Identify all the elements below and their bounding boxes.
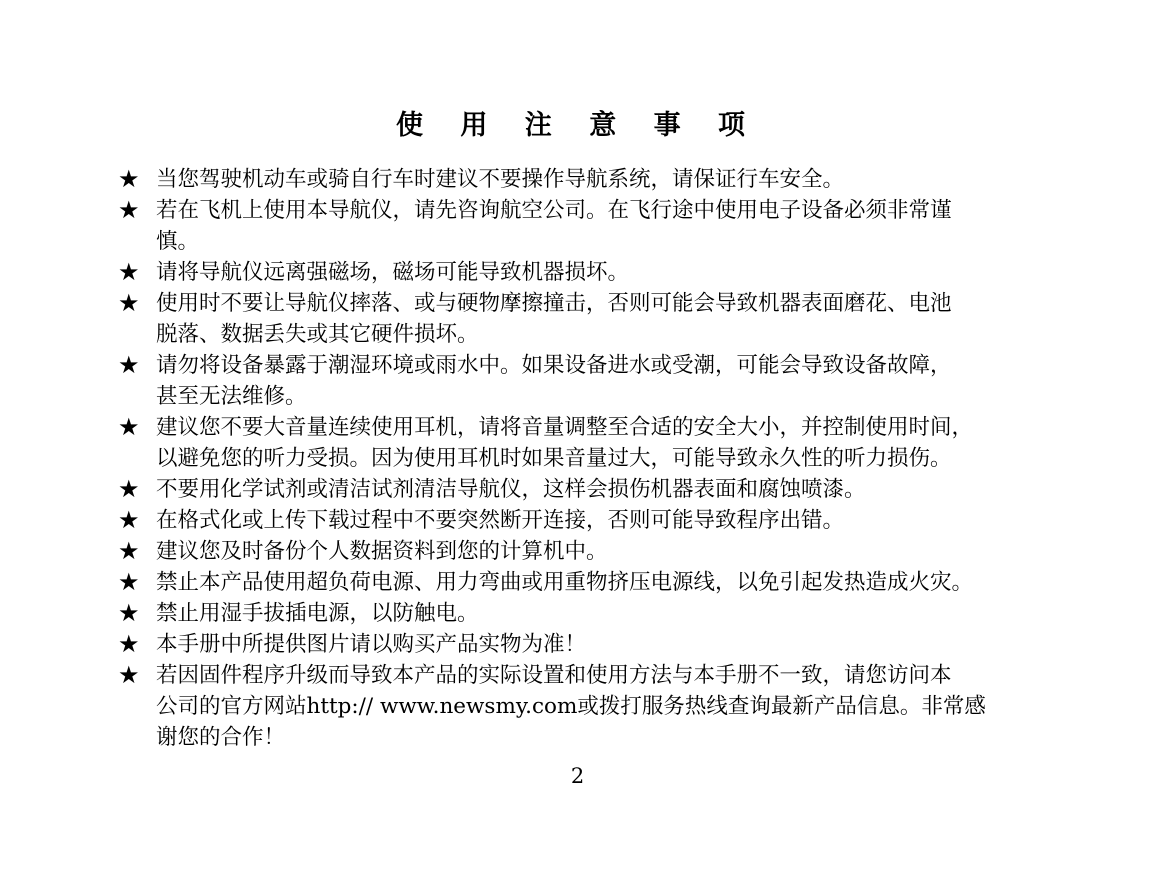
notice-text: 不要用化学试剂或清洁试剂清洁导航仪，这样会损伤机器表面和腐蚀喷漆。	[156, 477, 866, 502]
notice-text: 在格式化或上传下载过程中不要突然断开连接，否则可能导致程序出错。	[156, 508, 845, 533]
notice-item	[118, 195, 1093, 257]
notice-text: 请将导航仪远离强磁场，磁场可能导致机器损坏。	[156, 260, 630, 285]
notice-item	[118, 288, 1093, 350]
notice-item	[118, 598, 1093, 629]
notice-item	[118, 567, 1093, 598]
notice-item	[118, 629, 1093, 660]
notice-text: 请勿将设备暴露于潮湿环境或雨水中。如果设备进水或受潮，可能会导致设备故障， 甚至无法维修。	[156, 353, 952, 409]
notice-text: 本手册中所提供图片请以购买产品实物为准！	[156, 632, 587, 657]
notice-text: 建议您不要大音量连续使用耳机，请将音量调整至合适的安全大小，并控制使用时间， 以避免您的听力受损。因为使用耳机时如果音量过大，可能导致永久性的听力损伤。	[156, 415, 974, 471]
notice-item	[118, 505, 1093, 536]
notice-item	[118, 257, 1093, 288]
star-bullet-icon: ★	[118, 289, 140, 317]
notice-text: 使用时不要让导航仪摔落、或与硬物摩擦撞击，否则可能会导致机器表面磨花、电池 脱落、数据丢失或其它硬件损坏。	[156, 291, 952, 347]
notice-text: 禁止用湿手拔插电源，以防触电。	[156, 601, 479, 626]
star-bullet-icon: ★	[118, 599, 140, 627]
star-bullet-icon: ★	[118, 413, 140, 441]
notice-item	[118, 164, 1093, 195]
notice-text: 当您驾驶机动车或骑自行车时建议不要操作导航系统，请保证行车安全。	[156, 167, 845, 192]
star-bullet-icon: ★	[118, 630, 140, 658]
notice-list	[118, 164, 1093, 753]
star-bullet-icon: ★	[118, 475, 140, 503]
notice-text: 若在飞机上使用本导航仪，请先咨询航空公司。在飞行途中使用电子设备必须非常谨 慎。	[156, 198, 952, 254]
notice-item	[118, 412, 1093, 474]
page-number: 2	[570, 764, 585, 788]
notice-text: 禁止本产品使用超负荷电源、用力弯曲或用重物挤压电源线，以免引起发热造成火灾。	[156, 570, 974, 595]
star-bullet-icon: ★	[118, 537, 140, 565]
star-bullet-icon: ★	[118, 258, 140, 286]
star-bullet-icon: ★	[118, 506, 140, 534]
star-bullet-icon: ★	[118, 568, 140, 596]
page-title: 使 用 注 意 事 项	[396, 110, 759, 141]
notice-text: 若因固件程序升级而导致本产品的实际设置和使用方法与本手册不一致，请您访问本 公司的官方网站http:// www.newsmy.com或拨打服务热线查询最新产品信息。非常感 谢您的合作！	[156, 663, 986, 750]
notice-item	[118, 350, 1093, 412]
notice-item	[118, 536, 1093, 567]
star-bullet-icon: ★	[118, 661, 140, 689]
star-bullet-icon: ★	[118, 165, 140, 193]
notice-item	[118, 474, 1093, 505]
notice-text: 建议您及时备份个人数据资料到您的计算机中。	[156, 539, 608, 564]
star-bullet-icon: ★	[118, 351, 140, 379]
notice-item	[118, 660, 1093, 753]
star-bullet-icon: ★	[118, 196, 140, 224]
